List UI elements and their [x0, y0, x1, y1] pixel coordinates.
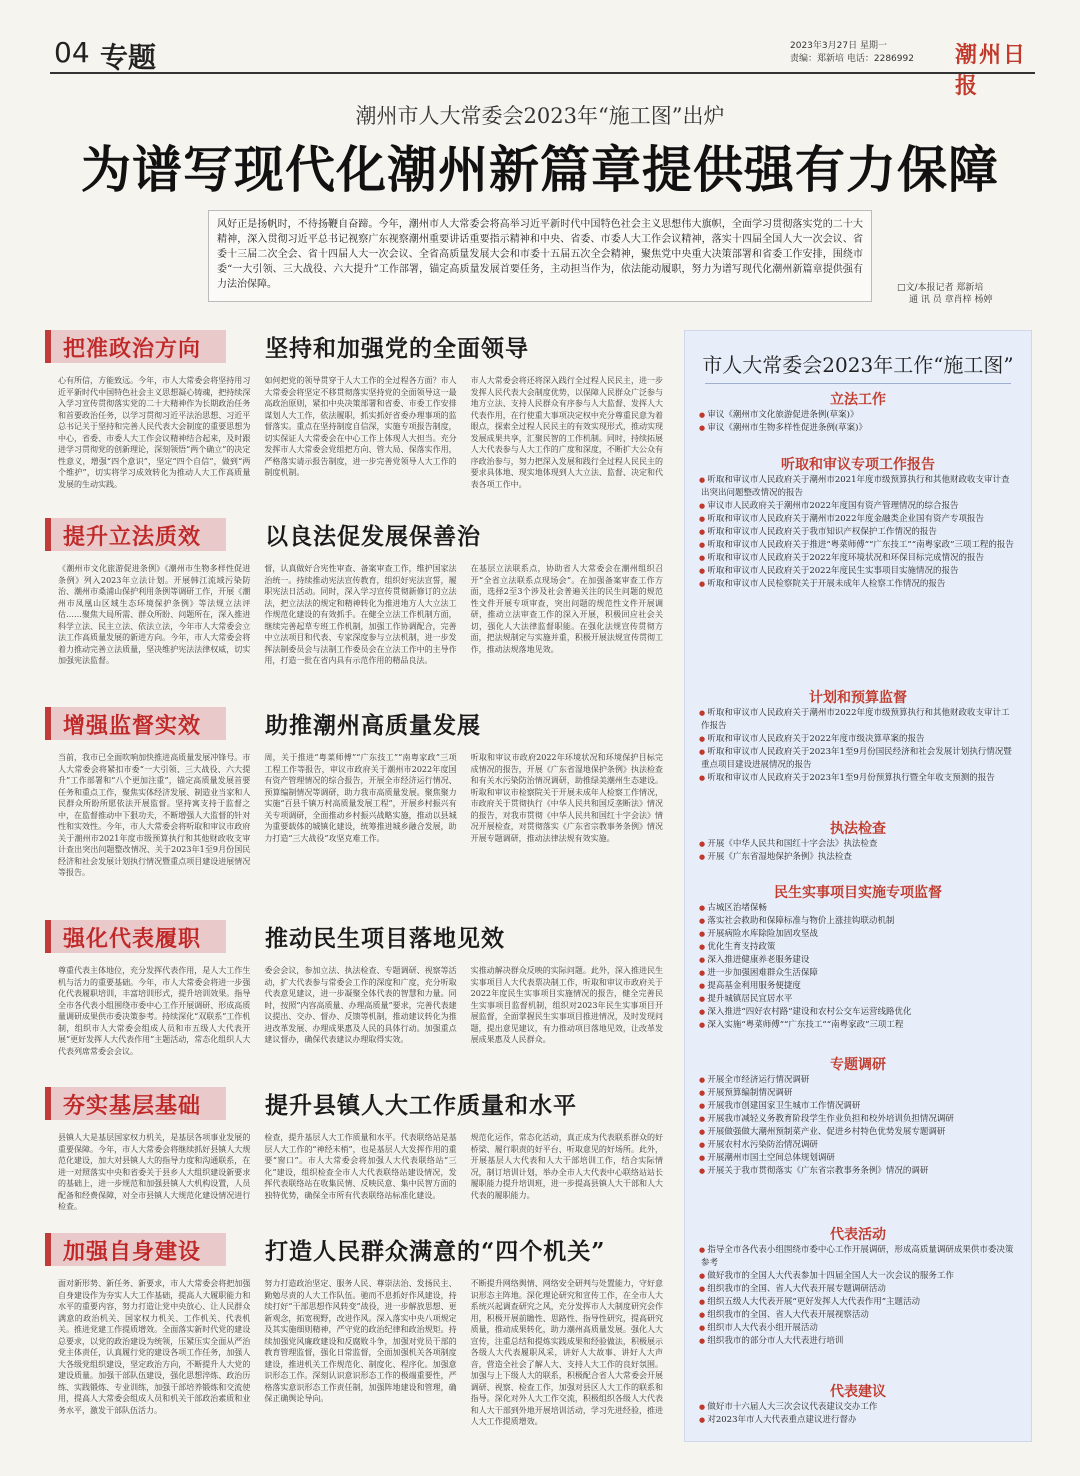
- list-item: ● 开展预算编制情况调研: [701, 1087, 1015, 1100]
- section-self-building: [45, 1233, 670, 1458]
- article-column: 面对新形势、新任务、新要求，市人大常委会将把加强自身建设作为夯实人大工作基础，提高人大履职能力和水平的重要内容，努力打造让党中央放心、让人民群众满意的政治机关、国家权力机关、工作机关、代表机关。推进党建工作提质增效。全面落实新时代党的建设总要求，以党的政治建设为统领，压紧压实全面从严治党主体责任，认真履行党的建设各项工作任务，加强人大各级党组织建设，坚定政治方向，不断提升人大党的建设质量。加强干部队伍建设，强化思想淬炼、政治历练、实践锻炼、专业训练，加强干部培养锻炼和交流使用，提高人大常委会组成人员和机关干部政治素质和业务水平，激发干部队伍活力。: [58, 1279, 251, 1415]
- article-column: 规范化运作，常态化活动，真正成为代表联系群众的好桥梁、履行职责的好平台、听取意见的好场所。此外，开展基层人大代表和人大干部培训工作，结合实际情况，制订培训计划，举办全市人大代表中心联络站站长履职能力提升培训班，进一步提高县镇人大干部和人大代表的履职能力。: [470, 1133, 663, 1200]
- list-item: ● 开展关于我市贯彻落实《广东省宗教事务条例》情况的调研: [701, 1165, 1015, 1178]
- section-tag-label: 加强自身建设: [63, 1240, 202, 1265]
- list-item: ● 提升城镇居民宜居水平: [701, 993, 1015, 1006]
- list-item: ● 听取和审议市人民政府关于2023年1至9月份国民经济和社会发展计划执行情况暨重点项目建设进展情况的报告: [701, 746, 1015, 772]
- divider: [705, 383, 1011, 384]
- list-item: ● 听取和审议市人民政府关于2022年度环境状况和环保目标完成情况的报告: [701, 552, 1015, 565]
- article-column: 县镇人大是基层国家权力机关，是基层各项事业发展的重要保障。今年，市人大常委会将继续抓好县镇人大规范化建设，加大对县镇人大的指导力度和沟通联系，在进一对照落实中央和省委关于县乡人大组织建设新要求的基础上，进一步规范和加强县镇人大机构设置，人员配备和经费保障，对全市县镇人大规范化建设情况进行检查。: [58, 1133, 251, 1211]
- list-item: ● 开展我市创建国家卫生城市工作情况调研: [701, 1100, 1015, 1113]
- section-tag: [45, 1233, 226, 1266]
- list-item: ● 组织我市的部分市人大代表进行培训: [701, 1335, 1015, 1348]
- section-tag: [45, 1087, 226, 1120]
- section-tag-label: 强化代表履职: [63, 927, 202, 952]
- article-column: 《潮州市文化旅游促进条例》《潮州市生物多样性促进条例》列入2023年立法计划。开展韩江流域污染防治、潮州市桑浦山保护利用条例等调研工作，开展《潮州市凤凰山区域生态环境保护条例》等法规立法评估……聚焦大局所需、群众所盼、问题所在，深入推进科学立法、民主立法、依法立法，今年市人大常委会立法工作高质量发展的新进方向。今年，市人大常委会将着力推动完善立法质量，坚决维护宪法法律权威，切实加强宪法监督。: [58, 564, 251, 665]
- category-items: [701, 707, 1015, 785]
- list-item: ● 古城区治堵保畅: [701, 902, 1015, 915]
- section-tag-label: 夯实基层基础: [63, 1094, 202, 1119]
- category-heading: 执法检查: [830, 821, 886, 837]
- list-item: ● 开展全市经济运行情况调研: [701, 1074, 1015, 1087]
- category-items: [701, 838, 1015, 864]
- list-item: ● 做好我市的全国人大代表参加十四届全国人大一次会议的服务工作: [701, 1270, 1015, 1283]
- article-column: 市人大常委会将还将深入践行全过程人民民主，进一步发挥人民代表大会制度优势，以保障人民群众广泛参与地方立法、支持人民群众有序参与人大监督、发挥人大代表作用，在行使重大事项决定权中充分尊重民意为着眼点，探索全过程人民民主的有效实现形式，推动实现发展成果共享，汇聚民智的工作机制。同时，持续拓展人大代表参与人大工作的广度和深度，不断扩大公众有序政治参与，努力把深入发展和践行全过程人民民主的要求具体地、现实地体现到人大立法、监督、决定和代表各项工作中。: [470, 376, 663, 489]
- section-body: [58, 375, 663, 500]
- section-body: [58, 1132, 663, 1214]
- list-item: ● 听取和审议市人民政府关于推进“粤菜师傅”“广东技工”“南粤家政”三项工程的报告: [701, 539, 1015, 552]
- list-item: ● 听取和审议市人民政府关于潮州市2022年度市级预算执行和其他财政收支审计工作报告: [701, 707, 1015, 733]
- category-heading: 专题调研: [830, 1057, 886, 1073]
- list-item: ● 优化生育支持政策: [701, 941, 1015, 954]
- article-column: 如何把党的领导贯穿于人大工作的全过程各方面？市人大常委会将坚定不移贯彻落实坚持党的全面领导这一最高政治原则，紧扣中央决策部署和省委、市委工作安排谋划人大工作，依法履职，抓实抓好省委办理事项的监督落实。重点在坚持制度自信深，实施专项报告制度，切实保证人大常委会在中心工作上体现人大担当。充分发挥市人大常委会党组把方向、管大局、保落实作用，严格落实请示报告制度，进一步完善党领导人大工作的制度机制。: [264, 376, 457, 477]
- list-item: ● 听取和审议市人民政府关于我市知识产权保护工作情况的报告: [701, 526, 1015, 539]
- article-column: 当前，我市已全面吹响加快推进高质量发展冲锋号。市人大常委会将紧扣市委“一大引领、三大战役、六大提升”工作部署和“八个更加注重”，锚定高质量发展首要任务和重点工作，聚焦实体经济发展、制造业当家和人民群众所盼所愿依法开展监督。坚持寓支持于监督之中，在监督推动中下狠功夫，不断增强人大监督的针对性和实效性。今年，市人大常委会将听取和审议市政府关于潮州市2021年度市级预算执行和其他财政收支审计查出突出问题整改情况、关于2023年1至9月份国民经济和社会发展计划执行情况暨重点项目建设进展情况等报告。: [58, 753, 251, 877]
- article-column: 努力打造政治坚定、服务人民、尊崇法治、发扬民主、勤勉尽责的人大工作队伍。驰而不息抓好作风建设，持续打好“干部思想作风转变”战役，进一步解放思想、更新观念，拓宽视野，改进作风。深入落实中央八项规定及其实施细则精神，严守党的政治纪律和政治规矩。持续加强党风廉政建设和反腐败斗争，加强对党员干部的教育管理监督，强化日常监督，全面加强机关各项制度建设，推进机关工作规范化、制度化、程序化。加强意识形态工作。深刻认识意识形态工作的极端重要性，严格落实意识形态工作责任制，加强阵地建设和管理，确保正确舆论导向。: [264, 1279, 457, 1403]
- section-body: [58, 563, 663, 691]
- article-column: 检查，提升基层人大工作质量和水平。代表联络站是基层人大工作的“神经末梢”，也是基层人大发挥作用的重要“窗口”。市人大常委会将加强人大代表联络站“三化”建设，组织检查全市人大代表联络站建设情况，发挥代表联络站在收集民情、反映民意、集中民智方面的独特优势，确保全市所有代表联络站标准化建设。: [264, 1133, 457, 1200]
- category-heading: 民生实事项目实施专项监督: [774, 885, 942, 901]
- section-title: 以良法促发展保善治: [265, 523, 481, 550]
- category-items: [701, 474, 1015, 591]
- section-tag-label: 把准政治方向: [63, 337, 202, 362]
- sidebar-work-plan: [684, 330, 1032, 1442]
- category-heading: 代表建议: [830, 1384, 886, 1400]
- category-heading: 代表活动: [830, 1227, 886, 1243]
- category-items: [701, 902, 1015, 1032]
- section-tag: [45, 518, 226, 551]
- section-tag-label: 增强监督实效: [63, 714, 202, 739]
- list-item: ● 开展农村水污染防治情况调研: [701, 1139, 1015, 1152]
- category-items: [701, 409, 1015, 435]
- article-column: 督，认真做好合宪性审查、备案审查工作，维护国家法治统一。持续推动宪法宣传教育，组织好宪法宣誓，履职宪法日活动。同时，深入学习宣传贯彻新修订的立法法，把立法法的规定和精神转化为推进地方人大立法工作规范化建设的有效抓手。在健全立法工作机制方面，继续完善起草专班工作机制，加强工作协调配合，完善中立法项目和代表、专家深度参与立法机制，进一步发挥法制委员会与法制工作委员会在立法工作中的主导作用，打造一批在省内具有示范作用的精品良法。: [264, 564, 457, 665]
- article-column: 在基层立法联系点，协助省人大常委会在潮州组织召开“全省立法联系点现场会”。在加强备案审查工作方面，选择2至3个涉及社会普遍关注的民生问题的规范性文件开展专项审查，突出问题的规范性文件开展调研，推动立法审查工作的深入开展，积极回应社会关切，强化人大法律监督职能。在强化法规宣传贯彻方面，把法规制定与实施并重，积极开展法规宣传贯彻工作，推动法规落地见效。: [470, 564, 663, 654]
- list-item: ● 提高基金利用服务便捷度: [701, 980, 1015, 993]
- sidebar-title: 市人大常委会2023年工作“施工图”: [702, 353, 1014, 377]
- list-item: ● 落实社会救助和保障标准与物价上涨挂钩联动机制: [701, 915, 1015, 928]
- list-item: ● 听取和审议市人民政府关于2022年度市级决算草案的报告: [701, 733, 1015, 746]
- article-column: 实推动解决群众反映的实际问题。此外，深入推进民生实事项目人大代表票决制工作，听取和审议市政府关于2022年度民生实事项目实施情况的报告，健全完善民生实事项目监督机制，组织对2023年民生实事项目开展监督，全面掌握民生实事项目推进情况，及时发现问题，提出意见建议，有力推动项目落地见效，让改革发展成果惠及人民群众。: [470, 966, 663, 1044]
- article-column: 委会会议，参加立法、执法检查、专题调研、视察等活动，扩大代表参与常委会工作的深度和广度，充分听取代表意见建议，进一步凝聚全体代表的智慧和力量。同时，按照“内容高质量、办理高质量”要求，完善代表建议提出、交办、督办、反馈等机制，推动建议转化为推进改革发展、办理成果惠及人民的具体行动。加强重点建议督办，确保代表建议办理取得实效。: [264, 966, 457, 1044]
- list-item: ● 听取和审议市人民检察院关于开展未成年人检察工作情况的报告: [701, 578, 1015, 591]
- list-item: ● 深入推进健康养老服务建设: [701, 954, 1015, 967]
- byline-correspondents: 通 讯 员 章肖梓 杨婷: [909, 295, 993, 305]
- list-item: ● 组织我市的全国、省人大代表开展视察活动: [701, 1309, 1015, 1322]
- section-tag-label: 提升立法质效: [63, 525, 202, 550]
- category-heading: 立法工作: [830, 392, 886, 408]
- section-body: [58, 1278, 663, 1458]
- article-column: 尊重代表主体地位，充分发挥代表作用，是人大工作生机与活力的重要基础。今年，市人大常委会将进一步强化代表履职培训，丰富培训形式，提升培训效果。指导全市各代表小组围绕市委中心工作开展调研、形成高质量调研成果供市委决策参考。持续深化“双联系”工作机制，组织市人大常委会组成人员和市五级人大代表开展“更好发挥人大代表作用”主题活动，常态化组织人大代表列席常委会会议。: [58, 966, 251, 1056]
- list-item: ● 进一步加强困难群众生活保障: [701, 967, 1015, 980]
- list-item: ● 组织我市的全国、省人大代表开展专题调研活动: [701, 1283, 1015, 1296]
- list-item: ● 组织市人大代表小组开展活动: [701, 1322, 1015, 1335]
- list-item: ● 开展《中华人民共和国红十字会法》执法检查: [701, 838, 1015, 851]
- list-item: ● 开展做强做大潮州预制菜产业、促进乡村特色优势发展专题调研: [701, 1126, 1015, 1139]
- byline-reporter: □文/本报记者 郑新培: [897, 283, 984, 293]
- page-header: [50, 34, 1035, 99]
- section-legislation: [45, 518, 670, 690]
- list-item: ● 听取和审议市人民政府关于2022年度民生实事项目实施情况的报告: [701, 565, 1015, 578]
- list-item: ● 听取和审议市人民政府关于2023年1至9月份预算执行暨全年收支预测的报告: [701, 772, 1015, 785]
- list-item: ● 审议《潮州市生物多样性促进条例(草案)》: [701, 422, 1015, 435]
- list-item: ● 审议《潮州市文化旅游促进条例(草案)》: [701, 409, 1015, 422]
- section-body: [58, 752, 663, 912]
- section-name: 专题: [100, 41, 157, 74]
- section-tag: [45, 330, 226, 363]
- list-item: ● 开展我市减轻义务教育阶段学生作业负担和校外培训负担情况调研: [701, 1113, 1015, 1126]
- section-title: 推动民生项目落地见效: [265, 925, 505, 952]
- section-title: 提升县镇人大工作质量和水平: [265, 1092, 577, 1119]
- section-tag: [45, 920, 226, 953]
- category-heading: 听取和审议专项工作报告: [781, 457, 935, 473]
- section-title: 打造人民群众满意的“四个机关”: [265, 1238, 606, 1265]
- section-politics: [45, 330, 670, 500]
- list-item: ● 开展病险水库除险加固攻坚战: [701, 928, 1015, 941]
- list-item: ● 深入推进“四好农村路”建设和农村公交车运营线路优化: [701, 1006, 1015, 1019]
- category-items: [701, 1401, 1015, 1427]
- article-column: 不断提升网络舆情、网络安全研判与处置能力，守好意识形态主阵地。深化理论研究和宣传工作，在全市人大系统兴起调查研究之风，充分发挥市人大制度研究会作用，积极开展前瞻性、思路性、指导性研究，提高研究质量，推动成果转化，助力潮州高质量发展。强化人大宣传，注重总结和提炼实践成果和经验做法，积极展示各级人大代表履职风采，讲好人大故事、讲好人大声音，营造全社会了解人大、支持人大工作的良好氛围。加强与上下级人大的联系，积极配合省人大常委会开展调研、视察、检查工作，加强对县区人大工作的联系和指导。深化对外人大工作交流，积极组织各级人大代表和人大干部到外地开展培训活动，学习先进经验，推进人大工作提质增效。: [470, 1279, 663, 1426]
- list-item: ● 深入实施“粤菜师傅”“广东技工”“南粤家政”三项工程: [701, 1019, 1015, 1032]
- article-column: 心有所信，方能致远。今年，市人大常委会将坚持用习近平新时代中国特色社会主义思想凝心铸魂，把持续深入学习宣传贯彻落实党的二十大精神作为长期政治任务和首要政治任务，以学习贯彻习近平法治思想、习近平总书记关于坚持和完善人民代表大会制度的重要思想为中心，省委、市委人大工作会议精神结合起来，及时跟进学习贯彻党的创新理论，深刻领悟“两个确立”的决定性意义，增强“四个意识”，坚定“四个自信”，做到“两个维护”，切实将学习成效转化为推动人大工作高质量发展的生动实践。: [58, 376, 251, 489]
- header-meta: [790, 40, 914, 66]
- list-item: ● 审议市人民政府关于潮州市2022年度国有资产管理情况的综合报告: [701, 500, 1015, 513]
- headline: 为谱写现代化潮州新篇章提供强有力保障: [81, 140, 999, 199]
- list-item: ● 开展《广东省湿地保护条例》执法检查: [701, 851, 1015, 864]
- kicker: 潮州市人大常委会2023年“施工图”出炉: [355, 104, 725, 128]
- section-supervision: [45, 707, 670, 907]
- section-title: 坚持和加强党的全面领导: [265, 335, 529, 362]
- section-grassroots: [45, 1087, 670, 1217]
- byline: [897, 282, 992, 306]
- list-item: ● 听取和审议市人民政府关于潮州市2022年度金融类企业国有资产专项报告: [701, 513, 1015, 526]
- lead-paragraph: 风好正是扬帆时，不待扬鞭自奋蹄。今年，潮州市人大常委会将高举习近平新时代中国特色社会主义思想伟大旗帜，全面学习贯彻落实党的二十大精神，深入贯彻习近平总书记视察广东视察潮州重要讲话重要指示精神和中央、省委、市委人大工作会议精神，落实十四届全国人大一次会议、省委十三届二次全会、省十四届人大一次会议、全省高质量发展大会和市委十五届五次全会精神，聚焦党中央重大决策部署和省委工作安排，围绕市委“一大引领、三大战役、六大提升”工作部署，锚定高质量发展首要任务，主动担当作为，依法能动履职，努力为谱写现代化潮州新篇章提供强有力法治保障。: [208, 210, 872, 302]
- list-item: ● 做好市十六届人大三次会议代表建议交办工作: [701, 1401, 1015, 1414]
- section-title: 助推潮州高质量发展: [265, 712, 481, 739]
- list-item: ● 开展潮州市国土空间总体规划调研: [701, 1152, 1015, 1165]
- section-tag: [45, 707, 226, 740]
- section-deputies: [45, 920, 670, 1070]
- section-body: [58, 965, 663, 1075]
- date-line: 2023年3月27日 星期一: [790, 41, 887, 51]
- category-items: [701, 1244, 1015, 1348]
- list-item: ● 组织五级人大代表开展“更好发挥人大代表作用”主题活动: [701, 1296, 1015, 1309]
- category-heading: 计划和预算监督: [809, 690, 907, 706]
- article-column: 周，关于推进“粤菜师傅”“广东技工”“南粤家政”三项工程工作等报告，审议市政府关于潮州市2022年度国有资产管理情况的综合报告，开展全市经济运行情况、预算编制情况等调研，助力我市高质量发展。聚焦聚力实施“百县千镇万村高质量发展工程”，开展乡村振兴有关专项调研，全面推动乡村振兴战略实施，推动以县城为重要载体的城镇化建设，统筹推进城乡融合发展，助力打造“三大战役”攻坚克难工作。: [264, 753, 457, 843]
- list-item: ● 听取和审议市人民政府关于潮州市2021年度市级预算执行和其他财政收支审计查出突出问题整改情况的报告: [701, 474, 1015, 500]
- newspaper-logo: 潮州日报: [955, 42, 1028, 99]
- page-number: 04: [54, 36, 90, 69]
- category-items: [701, 1074, 1015, 1178]
- list-item: ● 对2023年市人大代表重点建议进行督办: [701, 1414, 1015, 1427]
- list-item: ● 指导全市各代表小组围绕市委中心工作开展调研，形成高质量调研成果供市委决策参考: [701, 1244, 1015, 1270]
- editor-line: 责编：郑新培 电话：2286992: [790, 54, 914, 64]
- article-column: 听取和审议市政府2022年环境状况和环境保护目标完成情况的报告，开展《广东省湿地保护条例》执法检查和有关水污染防治情况调研，助推绿美潮州生态建设。听取和审议市检察院关于开展未成年人检察工作情况，市政府关于贯彻执行《中华人民共和国反垄断法》情况的报告，对我市贯彻《中华人民共和国红十字会法》情况开展检查，对贯彻落实《广东省宗教事务条例》情况开展专题调研，推动法律法规有效实施。: [470, 753, 663, 843]
